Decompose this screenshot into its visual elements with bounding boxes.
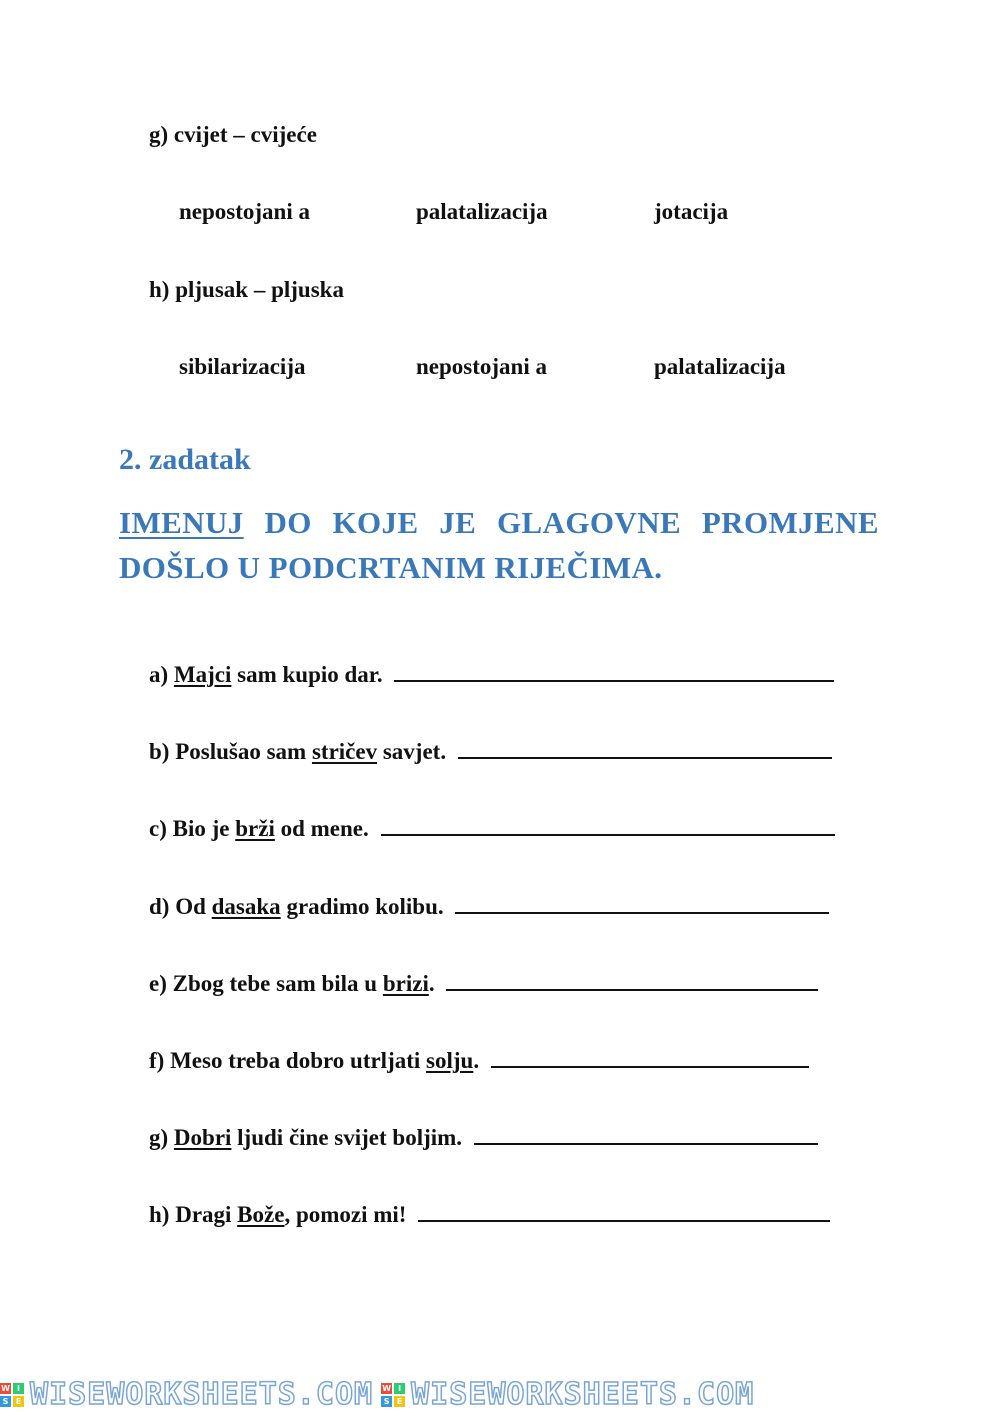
sentence-letter: e) [149, 971, 167, 996]
sentence-text: , pomozi mi! [284, 1202, 407, 1227]
task-title: 2. zadatak [119, 443, 251, 476]
sentence-text: Od [175, 894, 212, 919]
logo-letter: I [394, 1383, 405, 1394]
logo-letter: W [1, 1383, 10, 1393]
sentence-text: Poslušao sam [175, 739, 312, 764]
sentence-g [149, 1123, 818, 1153]
task1-item-g [149, 120, 317, 150]
wiseworksheets-logo-icon [0, 1383, 24, 1407]
watermark-1[interactable] [0, 1377, 373, 1412]
sentence-letter: d) [149, 894, 170, 919]
option-palatalizacija[interactable]: palatalizacija [654, 354, 786, 379]
item-letter: h) [149, 277, 170, 302]
underlined-word: brži [235, 816, 275, 841]
sentence-text: sam kupio dar. [231, 662, 383, 687]
sentence-letter: g) [149, 1125, 169, 1150]
answer-blank[interactable] [458, 737, 832, 759]
sentence-h [149, 1200, 830, 1230]
instruction-line-2: DOŠLO U PODCRTANIM RIJEČIMA. [119, 550, 663, 585]
sentence-text: gradimo kolibu. [280, 894, 444, 919]
sentence-c [149, 814, 835, 844]
logo-letter: W [382, 1383, 392, 1393]
sentence-a [149, 660, 834, 690]
underlined-word: brizi [382, 971, 429, 996]
watermark-text: WISEWORKSHEETS.COM [30, 1377, 374, 1412]
underlined-word: stričev [311, 739, 378, 764]
wiseworksheets-logo-icon [381, 1383, 405, 1407]
sentence-b [149, 737, 832, 767]
option-palatalizacija[interactable]: palatalizacija [416, 199, 548, 224]
sentence-d [149, 892, 829, 922]
instruction-line-1 [119, 500, 879, 545]
sentence-letter: h) [149, 1202, 170, 1227]
option-sibilarizacija[interactable]: sibilarizacija [179, 354, 306, 379]
item-text: cvijet – cvijeće [173, 122, 317, 147]
underlined-word: solju [426, 1048, 474, 1073]
answer-blank[interactable] [418, 1200, 830, 1222]
sentence-f [149, 1046, 809, 1076]
sentence-letter: b) [149, 739, 170, 764]
logo-letter: S [0, 1396, 11, 1407]
sentence-letter: f) [149, 1048, 165, 1073]
task-instruction [119, 500, 879, 590]
sentence-letter: a) [149, 662, 169, 687]
instruction-rest: DO KOJE JE GLAGOVNE PROMJENE [264, 505, 879, 540]
sentence-text: Bio je [172, 816, 236, 841]
sentence-text: savjet. [377, 739, 447, 764]
answer-blank[interactable] [491, 1046, 809, 1068]
footer-watermark [0, 1376, 1000, 1413]
logo-letter: S [381, 1396, 392, 1407]
sentence-e [149, 969, 818, 999]
underlined-word: dasaka [211, 894, 281, 919]
sentence-text: . [473, 1048, 480, 1073]
sentence-text: . [428, 971, 435, 996]
logo-letter: I [13, 1383, 24, 1394]
instruction-underlined: IMENUJ [119, 505, 244, 540]
logo-letter: E [394, 1396, 405, 1407]
answer-blank[interactable] [381, 814, 835, 836]
answer-blank[interactable] [474, 1123, 818, 1145]
watermark-2[interactable] [381, 1377, 754, 1412]
sentence-text: ljudi čine svijet boljim. [231, 1125, 463, 1150]
answer-blank[interactable] [455, 892, 829, 914]
sentence-text: Meso treba dobro utrljati [170, 1048, 427, 1073]
sentence-letter: c) [149, 816, 167, 841]
item-text: pljusak – pljuska [175, 277, 344, 302]
sentence-text: Zbog tebe sam bila u [172, 971, 383, 996]
option-nepostojani-a[interactable]: nepostojani a [416, 354, 547, 379]
sentence-text: Dragi [175, 1202, 238, 1227]
option-jotacija[interactable]: jotacija [654, 199, 729, 224]
sentence-text: od mene. [274, 816, 369, 841]
task1-item-h [149, 275, 344, 305]
option-nepostojani-a[interactable]: nepostojani a [179, 199, 310, 224]
answer-blank[interactable] [394, 660, 834, 682]
underlined-word: Bože [237, 1202, 285, 1227]
item-letter: g) [149, 122, 169, 147]
underlined-word: Dobri [173, 1125, 232, 1150]
answer-blank[interactable] [446, 969, 818, 991]
watermark-text: WISEWORKSHEETS.COM [411, 1377, 755, 1412]
underlined-word: Majci [173, 662, 232, 687]
logo-letter: E [13, 1396, 24, 1407]
